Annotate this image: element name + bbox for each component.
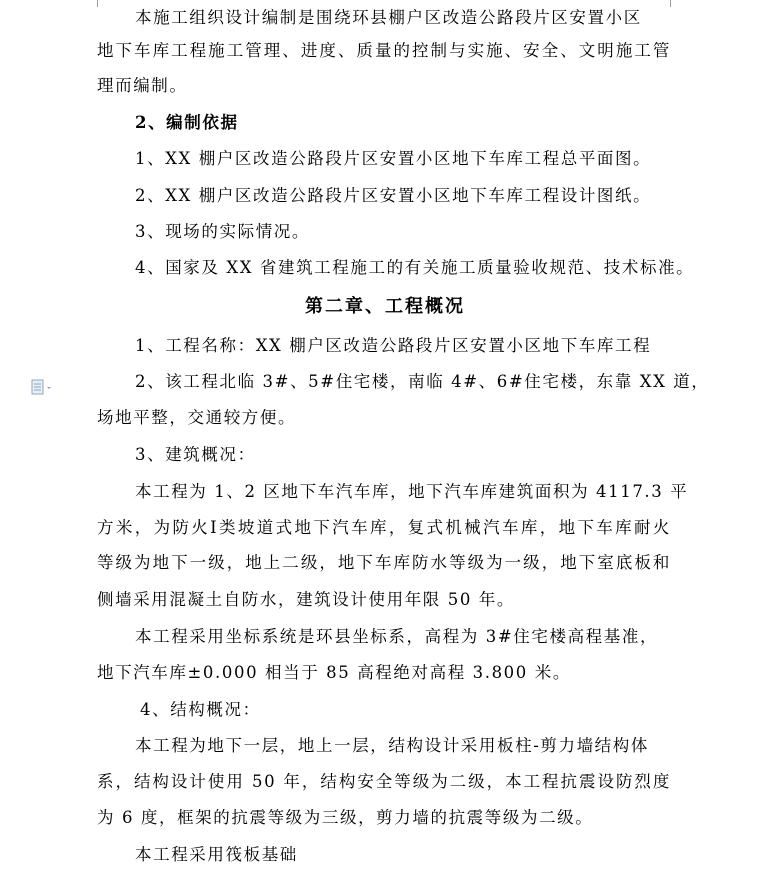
paragraph-line: 本工程为地下一层，地上一层，结构设计采用板柱-剪力墙结构体 — [135, 736, 649, 755]
paragraph-line: 本工程采用筏板基础 — [135, 845, 298, 864]
paragraph-line: 侧墙采用混凝土自防水，建筑设计使用年限 50 年。 — [97, 590, 515, 609]
list-item: 4、结构概况： — [140, 700, 261, 719]
list-item: 1、XX 棚户区改造公路段片区安置小区地下车库工程总平面图。 — [135, 149, 652, 168]
paragraph-line: 本施工组织设计编制是围绕环县棚户区改造公路段片区安置小区 — [135, 8, 642, 27]
list-item: 3、建筑概况： — [135, 445, 256, 464]
list-item: 2、XX 棚户区改造公路段片区安置小区地下车库工程设计图纸。 — [135, 186, 652, 205]
section-heading: 2、编制依据 — [135, 113, 239, 132]
page-corner-mark-left — [97, 0, 98, 7]
paragraph-line: 为 6 度，框架的抗震等级为三级，剪力墙的抗震等级为二级。 — [97, 808, 594, 827]
paragraph-line: 理而编制。 — [97, 76, 188, 95]
document-options-icon[interactable] — [31, 378, 55, 396]
list-item: 3、现场的实际情况。 — [135, 222, 310, 241]
paragraph-line: 地下汽车库±0.000 相当于 85 高程绝对高程 3.800 米。 — [97, 663, 571, 682]
list-item: 1、工程名称：XX 棚户区改造公路段片区安置小区地下车库工程 — [135, 336, 652, 355]
list-item: 2、该工程北临 3#、5#住宅楼，南临 4#、6#住宅楼，东靠 XX 道， — [135, 372, 710, 391]
paragraph-line: 场地平整，交通较方便。 — [97, 408, 297, 427]
paragraph-line: 本工程采用坐标系统是环县坐标系，高程为 3#住宅楼高程基准， — [135, 627, 659, 646]
paragraph-line: 地下车库工程施工管理、进度、质量的控制与实施、安全、文明施工管 — [97, 41, 671, 60]
paragraph-line: 系，结构设计使用 50 年，结构安全等级为二级，本工程抗震设防烈度 — [97, 772, 671, 791]
paragraph-line: 等级为地下一级，地上二级，地下车库防水等级为一级，地下室底板和 — [97, 553, 671, 572]
paragraph-line: 本工程为 1、2 区地下车汽车库，地下汽车库建筑面积为 4117.3 平 — [135, 482, 689, 501]
chapter-title: 第二章、工程概况 — [305, 296, 465, 317]
list-item: 4、国家及 XX 省建筑工程施工的有关施工质量验收规范、技术标准。 — [135, 258, 695, 277]
paragraph-line: 方米，为防火Ⅰ类坡道式地下汽车库，复式机械汽车库，地下车库耐火 — [97, 518, 671, 537]
page-corner-mark-right — [670, 0, 671, 7]
